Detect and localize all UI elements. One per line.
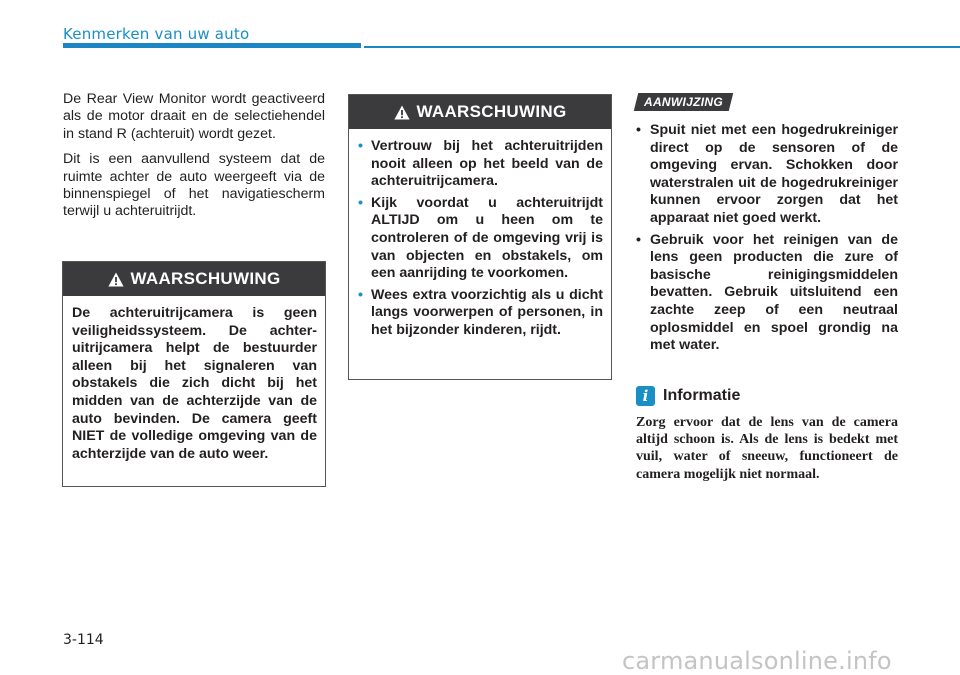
intro-paragraph: Dit is een aanvullend systeem dat de ruimte achter de auto weergeeft via de binnenspiegel of het navigatiescherm terwijl u achteruitrijdt.: [63, 151, 325, 220]
bullet: •: [636, 231, 641, 248]
intro-text: [63, 91, 325, 229]
list-item: • Kijk voordat u achteruitrijdt ALTIJD om u heen om te controleren of de omgeving vrij is van objecten en obstakels, om een aanrijding te voorkomen.: [358, 194, 603, 282]
bullet: •: [636, 122, 641, 138]
warning-header: [349, 95, 611, 129]
warning-header: [63, 262, 325, 296]
list-item: • Spuit niet met een hogedrukreiniger direct op de sensoren of de omgeving ervan. Schokken door waterstralen uit de hogedrukreiniger kunnen ervoor zorgen dat het apparaat niet goed werkt.: [636, 122, 898, 226]
warning-title: WAARSCHUWING: [130, 269, 281, 288]
intro-paragraph: De Rear View Monitor wordt geactiveerd als de motor draait en de selectiehendel in stand R (achteruit) wordt gezet.: [63, 91, 325, 142]
warning-box-reversing: [348, 94, 612, 380]
info-title: Informatie: [663, 387, 741, 404]
header-rule-thick: [63, 43, 361, 48]
warning-box-camera: [62, 261, 326, 487]
section-title: Kenmerken van uw auto: [63, 25, 250, 43]
bullet: •: [358, 138, 363, 154]
warning-text: De achteruitrijcamera is geen veiligheidssysteem. De achter-uitrijcamera helpt de bestuurder alleen bij het signaleren van obstakels die zich dicht bij het midden van de achterzijde van de auto bevinden. De camera geeft NIET de volledige omgeving van de achterzijde van de auto weer.: [72, 305, 317, 462]
bullet: •: [358, 194, 363, 211]
warning-list: [358, 138, 603, 340]
info-text: Zorg ervoor dat de lens van de camera altijd schoon is. Als de lens is bedekt met vuil, water of sneeuw, functioneert de camera mogelijk niet normaal.: [636, 415, 898, 482]
warning-body: [349, 129, 611, 352]
bullet: •: [358, 286, 363, 303]
warning-title: WAARSCHUWING: [416, 102, 567, 121]
note-label: AANWIJZING: [634, 93, 733, 111]
warning-triangle-icon: [108, 272, 124, 287]
list-item: • Gebruik voor het reinigen van de lens geen producten die zure of basische reinigingsmiddelen bevatten. Gebruik uitsluitend een zachte zeep of een neutraal oplosmiddel en spoel grondig na met water.: [636, 231, 898, 354]
list-item: • Wees extra voorzichtig als u dicht langs voorwerpen of personen, in het bijzonder kinderen, rijdt.: [358, 286, 603, 338]
watermark: carmanualsonline.info: [622, 647, 892, 675]
header-rule-thin: [364, 46, 960, 48]
warning-body: [63, 296, 325, 471]
page-number: 3-114: [63, 632, 104, 648]
list-item: • Vertrouw bij het achteruitrijden nooit alleen op het beeld van de achteruitrijcamera.: [358, 138, 603, 190]
info-heading: [636, 386, 740, 406]
warning-triangle-icon: [394, 105, 410, 120]
note-list: [636, 122, 898, 359]
info-icon: i: [636, 386, 655, 406]
